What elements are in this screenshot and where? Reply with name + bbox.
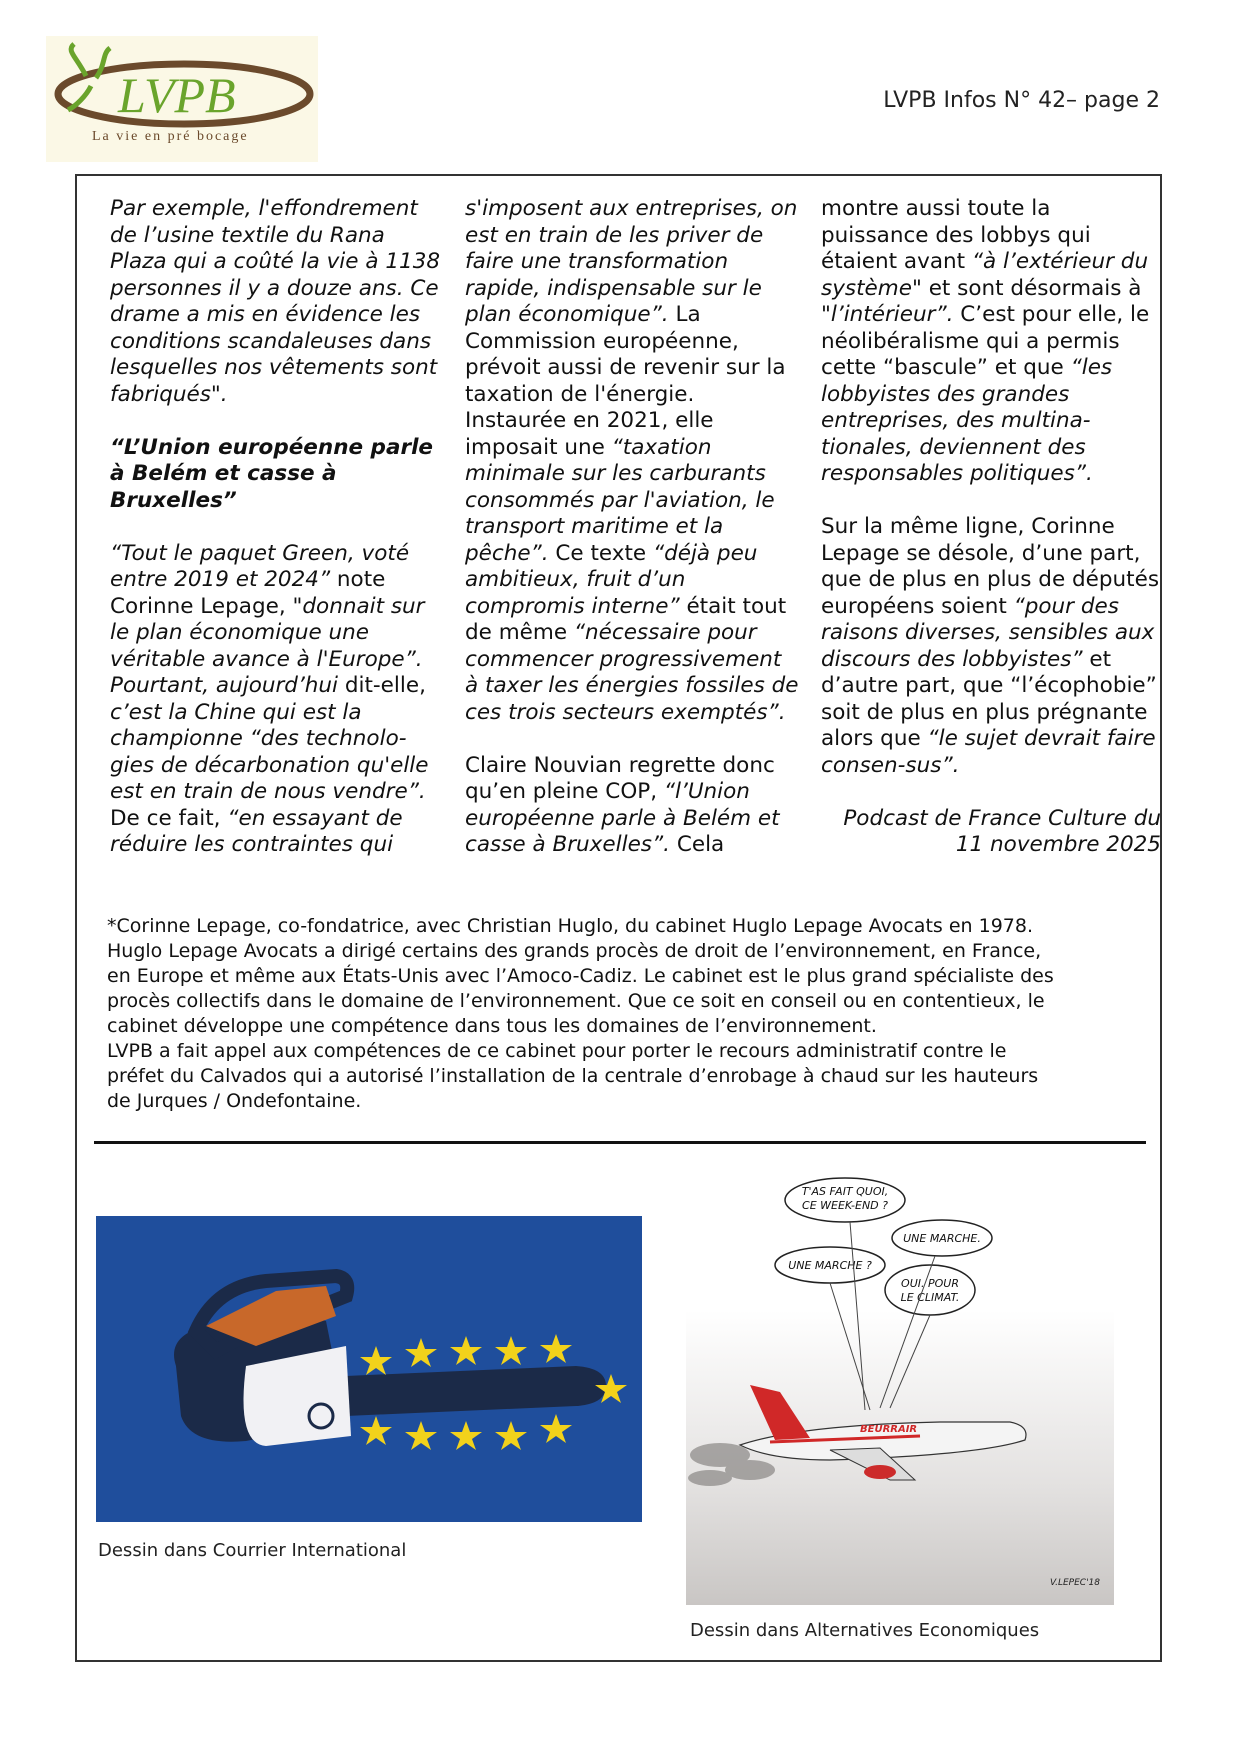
- text: montre aussi toute la puissance des lobbys qui étaient avant: [821, 196, 1091, 274]
- text: C’est pour elle, le néolibéralisme qui a permis cette “bascule” et que: [821, 302, 1150, 380]
- quote: “à l’extérieur du système": [821, 249, 1149, 301]
- quote: “pour des raisons diverses, sensibles aux discours des lobbyistes”: [821, 593, 1155, 672]
- paragraph: Par exemple, l'effondrement de l’usine textile du Rana Plaza qui a coûté la vie à 1138 personnes il y a douze ans. Ce drame a mis en évidence les conditions scandaleuses dans lesquelles nos vêtements sont fabriqués".: [110, 196, 441, 407]
- column-1: [110, 196, 446, 859]
- paragraph: [465, 753, 801, 859]
- text: dit-elle,: [338, 673, 426, 698]
- text: et sont désormais à: [921, 275, 1142, 301]
- paragraph: [465, 196, 801, 726]
- footnote-line: Huglo Lepage Avocats a dirigé certains des grands procès de droit de l’environnement, en France,: [107, 940, 1042, 962]
- credit-line: Podcast de France Culture du: [843, 805, 1161, 831]
- plane-name: BEURRAIR: [860, 1424, 918, 1435]
- footnote-line: en Europe et même aux États-Unis avec l’Amoco-Cadiz. Le cabinet est le plus grand spécialiste des: [107, 965, 1054, 987]
- quote: “le sujet devrait faire consen-sus”.: [821, 726, 1156, 778]
- quote: “taxation minimale sur les carburants consommés par l'aviation, le transport maritime et la pêche”.: [465, 434, 775, 566]
- paragraph: [821, 514, 1161, 779]
- chainsaw-illustration: [96, 1216, 642, 1522]
- bubble-text: OUI. POUR: [901, 1277, 959, 1290]
- bubble-text: LE CLIMAT.: [900, 1291, 960, 1304]
- bubble-text: UNE MARCHE.: [903, 1232, 981, 1245]
- footnote-line: procès collectifs dans le domaine de l’environnement. Que ce soit en conseil ou en contentieux, le: [107, 990, 1045, 1012]
- bubble-text: CE WEEK-END ?: [802, 1199, 888, 1212]
- text: note Corinne Lepage,: [110, 567, 386, 619]
- source-credit: [821, 806, 1161, 859]
- footnote-line: LVPB a fait appel aux compétences de ce cabinet pour porter le recours administratif contre le: [107, 1040, 1007, 1062]
- logo: [46, 36, 318, 162]
- signature: V.LEPEC'18: [1050, 1578, 1101, 1588]
- column-3: [821, 196, 1161, 859]
- divider: [94, 1141, 1146, 1144]
- quote: c’est la Chine qui est la championne “des technolo-gies de décarbonation qu'elle est en train de nous vendre”.: [110, 699, 429, 804]
- cartoon-illustration: [680, 1160, 1120, 1605]
- figure-caption: Dessin dans Courrier International: [98, 1540, 407, 1561]
- bubble-text: UNE MARCHE ?: [788, 1259, 872, 1272]
- text: La Commission européenne, prévoit aussi de revenir sur la taxation de l'énergie. Instaurée en 2021, elle imposait une: [465, 302, 786, 460]
- quote: “les lobbyistes des grandes entreprises, des multina-tionales, deviennent des responsables politiques”.: [821, 355, 1113, 486]
- page-label: LVPB Infos N° 42– page 2: [883, 88, 1160, 113]
- column-2: [465, 196, 801, 859]
- sky-background: [686, 1310, 1114, 1605]
- footnote-line: préfet du Calvados qui a autorisé l’installation de la centrale d’enrobage à chaud sur les hauteurs: [107, 1065, 1039, 1087]
- logo-tagline: La vie en pré bocage: [92, 129, 249, 144]
- text: et d’autre part, que “l’écophobie” soit de plus en plus prégnante alors que: [821, 646, 1157, 751]
- text: Cela: [670, 832, 725, 857]
- footnote: [107, 914, 1147, 1114]
- quote: "donnait sur le plan économique une véritable avance à l'Europe”. Pourtant, aujourd’hui: [110, 593, 425, 698]
- quote: “nécessaire pour commencer progressivement à taxer les énergies fossiles de ces trois secteurs exemptés”.: [465, 620, 799, 725]
- quote: “Tout le paquet Green, voté entre 2019 et 2024”: [110, 540, 410, 592]
- quote: “déjà peu ambitieux, fruit d’un compromis interne”: [465, 540, 758, 619]
- footnote-line: *Corinne Lepage, co-fondatrice, avec Christian Huglo, du cabinet Huglo Lepage Avocats en 1978.: [107, 915, 1033, 937]
- footnote-line: de Jurques / Ondefontaine.: [107, 1090, 362, 1112]
- logo-graphic: [46, 36, 318, 162]
- quote: "l’intérieur”.: [821, 302, 954, 327]
- quote: s'imposent aux entreprises, on est en train de les priver de faire une transformation rapide, indispensable sur le plan économique”.: [465, 196, 798, 327]
- text: De ce fait,: [110, 805, 228, 831]
- bubble-text: T'AS FAIT QUOI,: [801, 1185, 889, 1198]
- text: était tout de même: [465, 593, 787, 645]
- logo-text: LVPB: [118, 67, 236, 123]
- paragraph: [821, 196, 1161, 488]
- credit-line: 11 novembre 2025: [955, 832, 1161, 857]
- text: Ce texte: [548, 540, 653, 566]
- quote: “l’Union européenne parle à Belém et casse à Bruxelles”.: [465, 779, 780, 857]
- section-heading: “L’Union européenne parle à Belém et casse à Bruxelles”: [110, 434, 434, 513]
- footnote-line: cabinet développe une compétence dans tous les domaines de l’environnement.: [107, 1015, 877, 1037]
- figure-caption: Dessin dans Alternatives Economiques: [690, 1620, 1040, 1641]
- quote: “en essayant de réduire les contraintes qui: [110, 805, 403, 857]
- text: Claire Nouvian regrette donc qu’en pleine COP,: [465, 752, 775, 804]
- text: Sur la même ligne, Corinne Lepage se désole, d’une part, que de plus en plus de députés européens soient: [821, 514, 1160, 619]
- paragraph: [110, 541, 446, 859]
